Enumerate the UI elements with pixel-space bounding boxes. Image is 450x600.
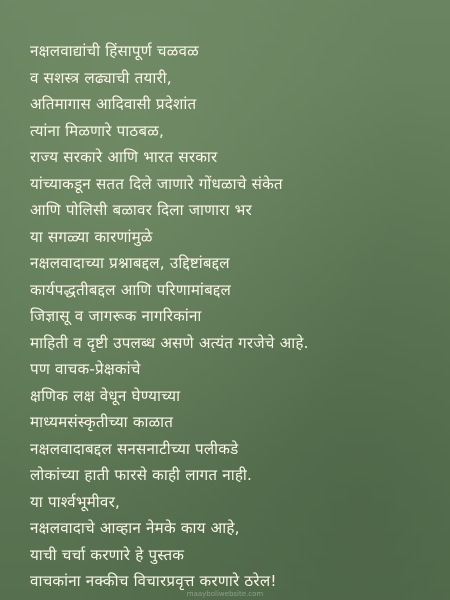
blurb-line: व सशस्त्र लढ्याची तयारी, xyxy=(30,68,172,87)
blurb-line: अतिमागास आदिवासी प्रदेशांत xyxy=(30,95,197,113)
blurb-line: नक्षलवादाचे आव्हान नेमके काय आहे, xyxy=(30,519,240,537)
blurb-line: त्यांना मिळणारे पाठबळ, xyxy=(30,121,165,140)
blurb-line: वाचकांना नक्कीच विचारप्रवृत्त करणारे ठरेल! xyxy=(30,572,277,590)
blurb-line: याची चर्चा करणारे हे पुस्तक xyxy=(30,545,185,564)
blurb-line: यांच्याकडून सतत दिले जाणारे गोंधळाचे संकेत xyxy=(30,174,283,193)
blurb-line: या सगळ्या कारणांमुळे xyxy=(30,227,153,246)
blurb-line: पण वाचक-प्रेक्षकांचे xyxy=(30,360,141,378)
blurb-line: लोकांच्या हाती फारसे काही लागत नाही. xyxy=(30,466,253,484)
blurb-line: माहिती व दृष्टी उपलब्ध असणे अत्यंत गरजेचे आहे. xyxy=(30,333,309,352)
blurb-text-block xyxy=(30,38,430,595)
watermark-text: maayboliwebsite.com xyxy=(186,590,264,598)
blurb-line: आणि पोलिसी बळावर दिला जाणारा भर xyxy=(30,201,252,219)
blurb-line: या पार्श्वभूमीवर, xyxy=(30,492,121,511)
blurb-line: माध्यमसंस्कृतीच्या काळात xyxy=(30,413,174,431)
blurb-line: नक्षलवाद्यांची हिंसापूर्ण चळवळ xyxy=(30,42,199,60)
blurb-line: नक्षलवादाच्या प्रश्नाबद्दल, उद्दिष्टांबद्दल xyxy=(30,254,230,272)
blurb-line: राज्य सरकारे आणि भारत सरकार xyxy=(30,148,218,166)
blurb-line: जिज्ञासू व जागरूक नागरिकांना xyxy=(30,307,202,325)
blurb-line: क्षणिक लक्ष वेधून घेण्याच्या xyxy=(30,386,181,405)
blurb-line: कार्यपद्धतीबद्दल आणि परिणामांबद्दल xyxy=(30,280,231,299)
blurb-line: नक्षलवादाबद्दल सनसनाटीच्या पलीकडे xyxy=(30,439,239,458)
